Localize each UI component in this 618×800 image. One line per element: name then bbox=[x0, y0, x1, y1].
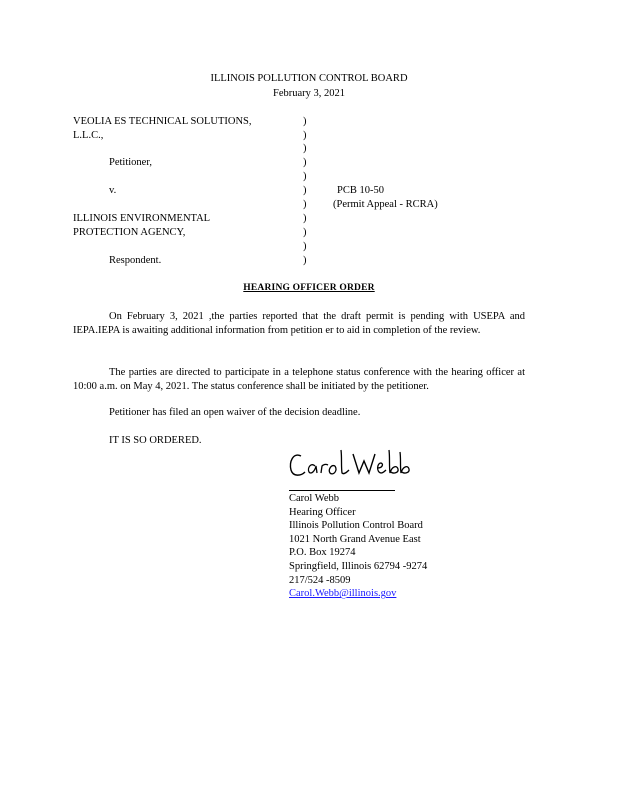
order-paragraph-4: IT IS SO ORDERED. bbox=[109, 435, 202, 446]
caption-paren: ) bbox=[303, 241, 307, 252]
signer-pobox: P.O. Box 19274 bbox=[289, 547, 356, 559]
caption-paren: ) bbox=[303, 143, 307, 154]
caption-paren: ) bbox=[303, 255, 307, 266]
caption-paren: ) bbox=[303, 213, 307, 224]
respondent-label: Respondent. bbox=[109, 255, 162, 266]
caption-paren: ) bbox=[303, 171, 307, 182]
signer-organization: Illinois Pollution Control Board bbox=[289, 520, 423, 532]
respondent-name-line2: PROTECTION AGENCY, bbox=[73, 227, 186, 238]
caption-paren: ) bbox=[303, 227, 307, 238]
caption-paren: ) bbox=[303, 157, 307, 168]
signature-line bbox=[289, 490, 395, 491]
signer-name: Carol Webb bbox=[289, 493, 339, 504]
respondent-name-line1: ILLINOIS ENVIRONMENTAL bbox=[73, 213, 211, 224]
signer-title: Hearing Officer bbox=[289, 506, 356, 518]
case-number: PCB 10-50 bbox=[337, 185, 384, 196]
caption-paren: ) bbox=[303, 116, 307, 127]
petitioner-name-line2: L.L.C., bbox=[73, 130, 104, 141]
petitioner-label: Petitioner, bbox=[109, 157, 153, 168]
order-paragraph-3: Petitioner has filed an open waiver of the decision deadline. bbox=[109, 407, 361, 418]
case-type: (Permit Appeal - RCRA) bbox=[333, 199, 438, 210]
caption-paren: ) bbox=[303, 185, 307, 196]
versus-label: v. bbox=[109, 185, 117, 196]
handwritten-signature bbox=[287, 446, 417, 482]
order-paragraph-1: On February 3, 2021 ,the parties reported that the draft permit is pending with USEPA and IEPA.IEPA is awaiting additional information from petition er to aid in completion of the review. bbox=[73, 311, 525, 336]
signature-block bbox=[289, 492, 427, 601]
board-name: ILLINOIS POLLUTION CONTROL BOARD bbox=[210, 73, 408, 84]
signer-phone: 217/524 -8509 bbox=[289, 574, 351, 586]
signer-city: Springfield, Illinois 62794 -9274 bbox=[289, 560, 428, 572]
signer-street: 1021 North Grand Avenue East bbox=[289, 533, 421, 545]
order-paragraph-2: The parties are directed to participate in a telephone status conference with the hearing officer at 10:00 a.m. on May 4, 2021. The status conference shall be initiated by the petitioner. bbox=[73, 367, 525, 392]
caption-paren: ) bbox=[303, 130, 307, 141]
caption-paren: ) bbox=[303, 199, 307, 210]
order-title: HEARING OFFICER ORDER bbox=[243, 283, 375, 293]
document-date: February 3, 2021 bbox=[272, 88, 346, 99]
petitioner-name-line1: VEOLIA ES TECHNICAL SOLUTIONS, bbox=[73, 116, 252, 127]
signer-email-link[interactable]: Carol.Webb@illinois.gov bbox=[289, 588, 397, 600]
